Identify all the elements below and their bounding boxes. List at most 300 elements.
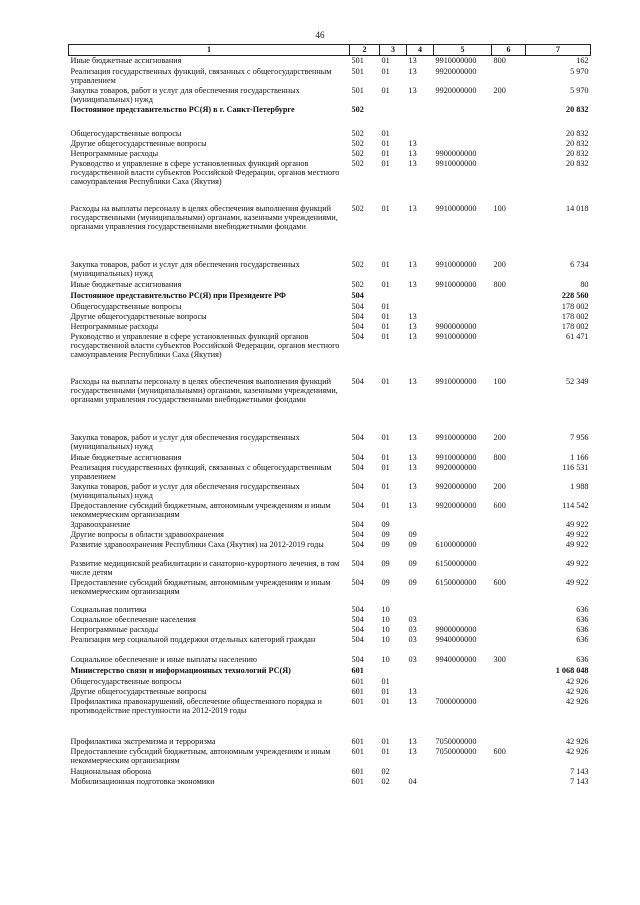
row-code-c6 <box>492 322 526 332</box>
row-code-c6 <box>492 67 526 86</box>
row-code-c2: 504 <box>351 654 364 664</box>
row-code-c5 <box>434 677 492 687</box>
row-name: Национальная оборона <box>70 766 152 776</box>
row-code-c2: 504 <box>351 321 364 331</box>
row-amount: 49 922 <box>565 519 589 529</box>
row-code-c6 <box>492 559 526 578</box>
row-code-c4 <box>407 129 434 139</box>
row-code-c2: 504 <box>351 301 364 311</box>
row-code-c3: 10 <box>381 654 390 664</box>
row-code-c5: 9900000000 <box>435 321 477 331</box>
row-code-c5: 9900000000 <box>435 624 477 634</box>
row-amount: 80 <box>580 279 589 289</box>
row-code-c2: 504 <box>351 604 364 614</box>
row-name: Общегосударственные вопросы <box>70 128 182 138</box>
row-name: Другие общегосударственные вопросы <box>70 686 207 696</box>
table-row <box>69 687 591 697</box>
row-code-c4: 09 <box>408 558 417 568</box>
row-code-c3: 02 <box>381 766 390 776</box>
row-code-c5: 9910000000 <box>435 56 477 65</box>
row-code-c6 <box>492 677 526 687</box>
row-amount: 42 926 <box>565 736 589 746</box>
table-row <box>69 204 591 260</box>
row-code-c5: 9920000000 <box>435 481 477 491</box>
row-amount: 636 <box>576 624 589 634</box>
row-code-c3: 01 <box>381 686 390 696</box>
row-code-c2: 502 <box>351 104 364 114</box>
row-code-c2: 504 <box>351 331 364 341</box>
row-amount: 20 832 <box>565 138 589 148</box>
row-code-c2: 504 <box>351 432 364 442</box>
header-col-2: 2 <box>350 45 380 56</box>
row-code-c6 <box>492 767 526 777</box>
row-amount: 5 970 <box>570 85 589 95</box>
row-name: Постоянное представительство РС(Я) в г. Санкт-Петербурге <box>70 104 295 114</box>
header-row <box>69 45 591 56</box>
row-code-c3: 10 <box>381 634 390 644</box>
row-code-c6 <box>492 737 526 747</box>
row-code-c5: 6100000000 <box>435 539 477 549</box>
row-code-c6 <box>492 687 526 697</box>
table-row <box>69 377 591 433</box>
table-row <box>69 302 591 312</box>
row-code-c2: 601 <box>351 766 364 776</box>
row-code-c6: 100 <box>493 376 506 386</box>
row-code-c6: 800 <box>493 279 506 289</box>
row-code-c5: 9910000000 <box>435 203 477 213</box>
row-code-c3: 02 <box>381 776 390 786</box>
row-code-c2: 502 <box>351 128 364 138</box>
row-name: Развитие здравоохранения Республики Саха (Якутия) на 2012-2019 годы <box>70 539 324 549</box>
row-code-c6: 600 <box>493 500 506 510</box>
row-code-c2: 504 <box>351 539 364 549</box>
row-code-c3: 01 <box>381 676 390 686</box>
row-code-c3: 01 <box>381 203 390 213</box>
row-code-c2: 502 <box>351 259 364 269</box>
table-body <box>69 56 591 787</box>
row-code-c2: 504 <box>351 462 364 472</box>
table-row <box>69 482 591 501</box>
row-code-c2: 504 <box>351 311 364 321</box>
row-name: Другие общегосударственные вопросы <box>70 138 207 148</box>
row-code-c4: 09 <box>408 577 417 587</box>
row-code-c2: 504 <box>351 624 364 634</box>
row-code-c5: 9910000000 <box>435 158 477 168</box>
row-code-c6: 200 <box>493 259 506 269</box>
row-name: Закупка товаров, работ и услуг для обеспечения государственных (муниципальных) нужд <box>70 259 300 278</box>
row-amount: 5 970 <box>570 66 589 76</box>
row-name: Общегосударственные вопросы <box>70 676 182 686</box>
row-code-c2: 502 <box>351 158 364 168</box>
row-code-c2: 504 <box>351 290 364 300</box>
row-code-c3: 09 <box>381 539 390 549</box>
row-code-c2: 502 <box>351 138 364 148</box>
row-code-c5 <box>434 291 492 302</box>
row-code-c6 <box>492 666 526 677</box>
row-amount: 636 <box>576 634 589 644</box>
header-col-1: 1 <box>69 45 350 56</box>
table-row <box>69 149 591 159</box>
row-code-c6 <box>492 635 526 655</box>
row-code-c4: 13 <box>408 158 417 168</box>
row-code-c2: 504 <box>351 500 364 510</box>
table-row <box>69 747 591 767</box>
row-amount: 178 002 <box>561 311 589 321</box>
row-amount: 7 143 <box>570 766 589 776</box>
row-code-c3: 01 <box>381 462 390 472</box>
row-name: Расходы на выплаты персоналу в целях обеспечения выполнения функций государственными (муниципальными) органами, казенными учреждениями, органами управления государственными внебюджетными фондами <box>70 376 338 404</box>
table-row <box>69 105 591 129</box>
row-amount: 116 531 <box>562 462 589 472</box>
row-code-c6: 200 <box>493 85 506 95</box>
table-row <box>69 291 591 302</box>
row-code-c6: 200 <box>493 481 506 491</box>
row-code-c2: 601 <box>351 676 364 686</box>
row-code-c3: 09 <box>381 558 390 568</box>
row-code-c3: 09 <box>381 519 390 529</box>
row-code-c4 <box>407 291 434 302</box>
row-name: Здравоохранение <box>70 519 131 529</box>
row-amount: 42 926 <box>565 676 589 686</box>
row-amount: 228 560 <box>561 290 589 300</box>
row-code-c5 <box>434 767 492 777</box>
row-code-c6 <box>492 540 526 559</box>
row-code-c6: 100 <box>493 203 506 213</box>
table-row <box>69 332 591 377</box>
row-code-c3: 01 <box>381 85 390 95</box>
table-row <box>69 520 591 530</box>
table-row <box>69 139 591 149</box>
row-code-c2: 504 <box>351 452 364 462</box>
row-code-c3 <box>380 666 407 677</box>
row-code-c6: 300 <box>493 654 506 664</box>
row-code-c3: 01 <box>381 481 390 491</box>
row-code-c2: 502 <box>351 148 364 158</box>
row-code-c4: 13 <box>408 321 417 331</box>
row-code-c6 <box>492 291 526 302</box>
table-row <box>69 159 591 204</box>
row-code-c2: 601 <box>351 736 364 746</box>
row-code-c4: 13 <box>408 481 417 491</box>
row-code-c2: 502 <box>351 279 364 289</box>
table-row <box>69 322 591 332</box>
row-code-c3: 10 <box>381 624 390 634</box>
header-col-4: 4 <box>407 45 434 56</box>
table-row <box>69 453 591 463</box>
row-code-c4: 13 <box>408 138 417 148</box>
row-code-c6: 800 <box>493 56 506 65</box>
row-amount: 14 018 <box>565 203 589 213</box>
row-name: Реализация государственных функций, связанных с общегосударственным управлением <box>70 66 332 85</box>
table-row <box>69 540 591 559</box>
row-code-c4 <box>407 666 434 677</box>
row-name: Расходы на выплаты персоналу в целях обеспечения выполнения функций государственными (муниципальными) органами, казенными учреждениями, органами управления государственными внебюджетными фондами <box>70 203 338 231</box>
row-name: Другие общегосударственные вопросы <box>70 311 207 321</box>
row-code-c4 <box>407 767 434 777</box>
row-code-c5: 9920000000 <box>435 462 477 472</box>
row-amount: 42 926 <box>565 746 589 756</box>
row-code-c3: 01 <box>381 331 390 341</box>
row-name: Закупка товаров, работ и услуг для обеспечения государственных (муниципальных) нужд <box>70 85 300 104</box>
row-amount: 20 832 <box>565 104 589 114</box>
row-code-c4: 09 <box>408 529 417 539</box>
row-code-c4: 13 <box>408 203 417 213</box>
row-code-c5: 6150000000 <box>435 577 477 587</box>
row-code-c6 <box>492 697 526 737</box>
row-code-c2: 502 <box>351 203 364 213</box>
table-row <box>69 605 591 615</box>
row-code-c6: 600 <box>493 746 506 756</box>
row-code-c5: 9920000000 <box>435 500 477 510</box>
row-amount: 636 <box>576 604 589 614</box>
row-code-c2: 601 <box>351 665 364 675</box>
row-amount: 6 734 <box>570 259 589 269</box>
row-code-c3: 01 <box>381 301 390 311</box>
row-code-c6 <box>492 302 526 312</box>
row-code-c5 <box>434 302 492 312</box>
row-code-c6 <box>492 159 526 204</box>
row-code-c3: 01 <box>381 158 390 168</box>
row-amount: 42 926 <box>565 696 589 706</box>
table-row <box>69 280 591 291</box>
row-amount: 52 349 <box>565 376 589 386</box>
row-code-c3: 10 <box>381 614 390 624</box>
row-code-c4: 13 <box>408 376 417 386</box>
table-row <box>69 56 591 67</box>
row-code-c3: 01 <box>381 148 390 158</box>
row-code-c6 <box>492 605 526 615</box>
row-code-c5: 9910000000 <box>435 259 477 269</box>
row-code-c5: 7000000000 <box>435 696 477 706</box>
row-code-c5 <box>434 129 492 139</box>
table-row <box>69 655 591 666</box>
row-name: Закупка товаров, работ и услуг для обеспечения государственных (муниципальных) нужд <box>70 432 300 451</box>
row-code-c3: 01 <box>381 321 390 331</box>
row-code-c5: 9910000000 <box>435 452 477 462</box>
row-amount: 49 922 <box>565 539 589 549</box>
row-code-c3: 01 <box>381 746 390 756</box>
header-col-7: 7 <box>526 45 591 56</box>
row-amount: 20 832 <box>565 158 589 168</box>
row-code-c4 <box>407 105 434 129</box>
table-row <box>69 777 591 787</box>
row-code-c3: 01 <box>381 66 390 76</box>
row-amount: 162 <box>576 56 589 65</box>
row-code-c3 <box>380 291 407 302</box>
row-code-c5: 9940000000 <box>435 654 477 664</box>
row-name: Реализация мер социальной поддержки отдельных категорий граждан <box>70 634 316 644</box>
row-code-c6 <box>492 520 526 530</box>
row-code-c3: 01 <box>381 128 390 138</box>
row-code-c2: 601 <box>351 686 364 696</box>
row-code-c4: 13 <box>408 452 417 462</box>
row-amount: 20 832 <box>565 148 589 158</box>
row-name: Общегосударственные вопросы <box>70 301 182 311</box>
header-col-5: 5 <box>434 45 492 56</box>
table-row <box>69 433 591 453</box>
row-code-c2: 504 <box>351 529 364 539</box>
table-row <box>69 625 591 635</box>
row-code-c4: 03 <box>408 634 417 644</box>
row-code-c5 <box>434 666 492 677</box>
row-amount: 42 926 <box>565 686 589 696</box>
row-code-c5: 7050000000 <box>435 746 477 756</box>
row-code-c5: 9920000000 <box>435 66 477 76</box>
row-code-c3: 01 <box>381 736 390 746</box>
row-code-c6 <box>492 312 526 322</box>
row-name: Реализация государственных функций, связанных с общегосударственным управлением <box>70 462 332 481</box>
row-code-c4: 03 <box>408 654 417 664</box>
page-number: 46 <box>315 30 325 40</box>
row-amount: 7 956 <box>570 432 589 442</box>
row-code-c5: 9910000000 <box>435 331 477 341</box>
row-code-c3: 01 <box>381 432 390 442</box>
row-code-c5 <box>434 605 492 615</box>
table-row <box>69 615 591 625</box>
row-code-c4: 13 <box>408 56 417 65</box>
row-code-c3: 09 <box>381 529 390 539</box>
row-amount: 20 832 <box>565 128 589 138</box>
row-code-c5 <box>434 105 492 129</box>
row-name: Профилактика экстремизма и терроризма <box>70 736 216 746</box>
row-code-c4 <box>407 302 434 312</box>
row-code-c4: 13 <box>408 259 417 269</box>
row-code-c4: 13 <box>408 279 417 289</box>
row-code-c4: 13 <box>408 66 417 76</box>
row-code-c6: 800 <box>493 452 506 462</box>
row-code-c4: 13 <box>408 686 417 696</box>
row-code-c6 <box>492 332 526 377</box>
row-name: Социальная политика <box>70 604 147 614</box>
row-code-c3: 01 <box>381 279 390 289</box>
row-code-c2: 504 <box>351 614 364 624</box>
row-code-c3: 01 <box>381 138 390 148</box>
row-amount: 49 922 <box>565 577 589 587</box>
table-row <box>69 697 591 737</box>
row-code-c2: 601 <box>351 696 364 706</box>
row-code-c5: 9910000000 <box>435 376 477 386</box>
row-code-c2: 501 <box>351 85 364 95</box>
row-code-c4: 13 <box>408 696 417 706</box>
row-amount: 178 002 <box>561 321 589 331</box>
row-code-c2: 504 <box>351 481 364 491</box>
row-code-c4 <box>407 677 434 687</box>
row-code-c3: 01 <box>381 259 390 269</box>
row-code-c2: 504 <box>351 634 364 644</box>
table-row <box>69 737 591 747</box>
row-name: Предоставление субсидий бюджетным, автономным учреждениям и иным некоммерческим организациям <box>70 746 331 765</box>
row-name: Другие вопросы в области здравоохранения <box>70 529 224 539</box>
row-code-c3: 01 <box>381 311 390 321</box>
row-code-c4: 13 <box>408 148 417 158</box>
row-code-c5 <box>434 615 492 625</box>
row-code-c5: 9910000000 <box>435 432 477 442</box>
row-code-c6 <box>492 149 526 159</box>
row-code-c4: 03 <box>408 624 417 634</box>
row-name: Иные бюджетные ассигнования <box>70 452 182 462</box>
row-amount: 49 922 <box>565 558 589 568</box>
row-code-c5: 9940000000 <box>435 634 477 644</box>
table-header <box>69 45 591 56</box>
row-code-c4: 03 <box>408 614 417 624</box>
row-name: Иные бюджетные ассигнования <box>70 279 182 289</box>
row-name: Руководство и управление в сфере установленных функций органов государственной власти субъектов Российской Федерации, органов местного самоуправления Республики Саха (Якутия) <box>70 331 340 359</box>
row-code-c6 <box>492 139 526 149</box>
row-name: Социальное обеспечение населения <box>70 614 196 624</box>
row-code-c5 <box>434 530 492 540</box>
row-code-c6 <box>492 777 526 787</box>
row-code-c3: 10 <box>381 604 390 614</box>
row-name: Мобилизационная подготовка экономики <box>70 776 215 786</box>
row-code-c6 <box>492 625 526 635</box>
row-amount: 178 002 <box>561 301 589 311</box>
row-code-c6: 200 <box>493 432 506 442</box>
row-code-c2: 501 <box>351 56 364 65</box>
row-amount: 114 542 <box>562 500 589 510</box>
row-amount: 1 068 048 <box>555 665 589 675</box>
row-code-c5: 7050000000 <box>435 736 477 746</box>
table-row <box>69 129 591 139</box>
row-name: Социальное обеспечение и иные выплаты населению <box>70 654 257 664</box>
row-code-c4: 13 <box>408 85 417 95</box>
table-row <box>69 635 591 655</box>
table-row <box>69 530 591 540</box>
table-row <box>69 67 591 86</box>
row-code-c6 <box>492 463 526 482</box>
row-code-c4: 13 <box>408 736 417 746</box>
row-code-c4: 13 <box>408 311 417 321</box>
table-row <box>69 463 591 482</box>
row-code-c3: 01 <box>381 452 390 462</box>
row-code-c4 <box>407 520 434 530</box>
table-row <box>69 578 591 605</box>
row-code-c2: 504 <box>351 519 364 529</box>
row-code-c5: 9910000000 <box>435 279 477 289</box>
row-name: Предоставление субсидий бюджетным, автономным учреждениям и иным некоммерческим организациям <box>70 500 331 519</box>
row-name: Развитие медицинской реабилитации и санаторно-курортного лечения, в том числе детям <box>70 558 340 577</box>
table-row <box>69 312 591 322</box>
row-code-c3: 01 <box>381 56 390 65</box>
row-name: Иные бюджетные ассигнования <box>70 56 182 65</box>
row-name: Закупка товаров, работ и услуг для обеспечения государственных (муниципальных) нужд <box>70 481 300 500</box>
row-code-c4: 13 <box>408 331 417 341</box>
row-amount: 636 <box>576 654 589 664</box>
row-name: Непрограммные расходы <box>70 148 159 158</box>
row-amount: 1 988 <box>570 481 589 491</box>
row-code-c5: 6150000000 <box>435 558 477 568</box>
row-code-c5 <box>434 520 492 530</box>
row-code-c2: 601 <box>351 746 364 756</box>
row-code-c6 <box>492 615 526 625</box>
row-code-c2: 501 <box>351 66 364 76</box>
row-code-c3: 09 <box>381 577 390 587</box>
row-code-c3: 01 <box>381 500 390 510</box>
header-col-3: 3 <box>380 45 407 56</box>
row-name: Постоянное представительство РС(Я) при Президенте РФ <box>70 290 286 300</box>
header-col-6: 6 <box>492 45 526 56</box>
row-code-c4: 09 <box>408 539 417 549</box>
row-code-c2: 504 <box>351 558 364 568</box>
table-row <box>69 666 591 677</box>
table-row <box>69 501 591 520</box>
row-name: Профилактика правонарушений, обеспечение общественного порядка и противодействие преступности на 2012-2019 годы <box>70 696 322 715</box>
row-name: Непрограммные расходы <box>70 321 159 331</box>
row-code-c3: 01 <box>381 696 390 706</box>
row-code-c5: 9900000000 <box>435 148 477 158</box>
row-name: Руководство и управление в сфере установленных функций органов государственной власти субъектов Российской Федерации, органов местного самоуправления Республики Саха (Якутия) <box>70 158 340 186</box>
row-code-c6 <box>492 105 526 129</box>
row-code-c3: 01 <box>381 376 390 386</box>
